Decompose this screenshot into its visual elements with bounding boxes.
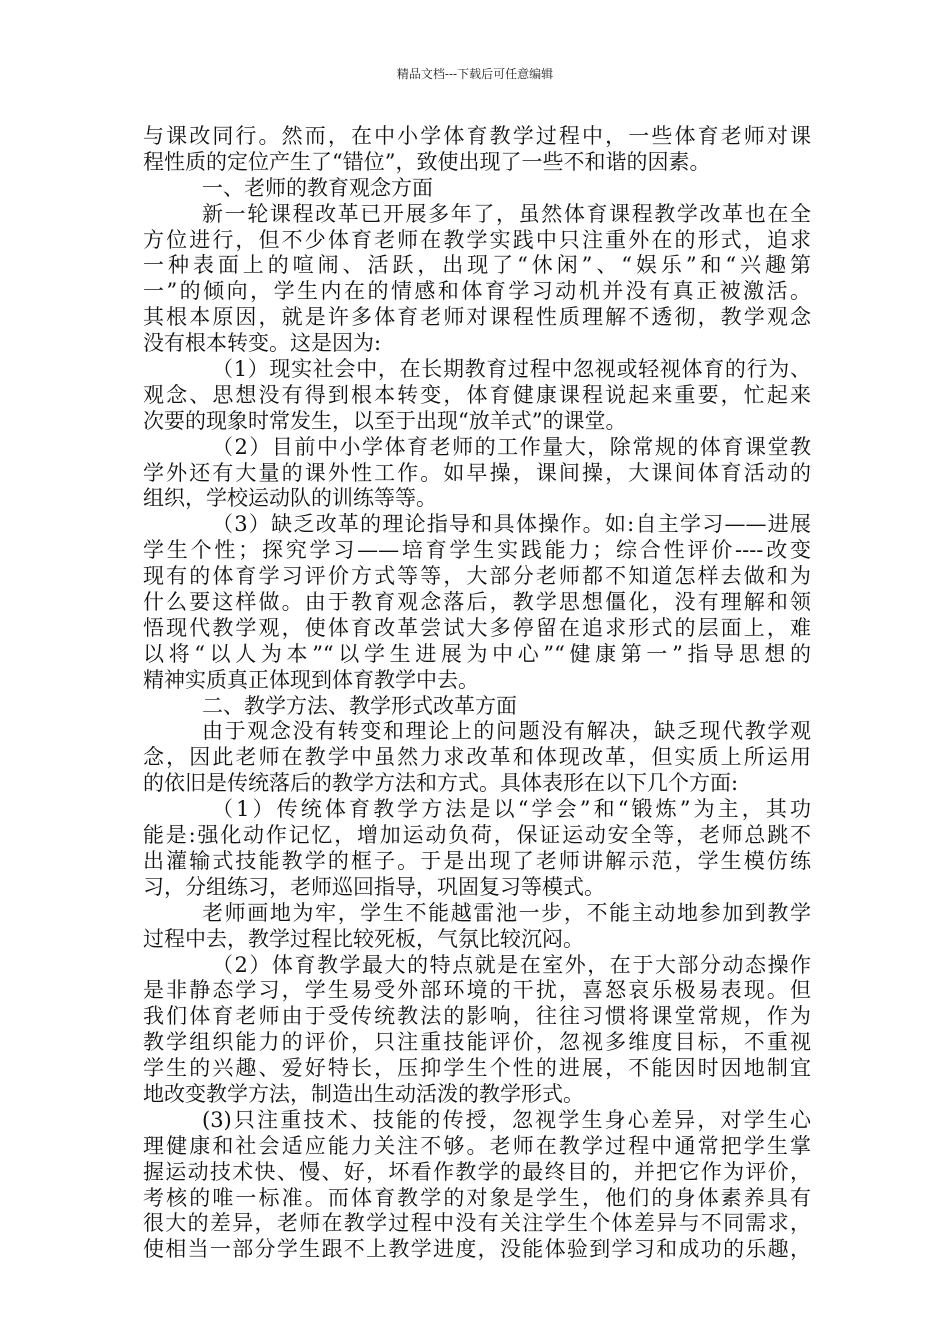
text-line: （2）目前中小学体育老师的工作量大，除常规的体育课堂教 (212, 434, 811, 459)
text-line: 的依旧是传统落后的教学方法和方式。具体表形在以下几个方面: (143, 771, 739, 796)
text-line: 学生个性；探究学习——培育学生实践能力；综合性评价----改变 (143, 538, 811, 563)
text-line: 没有根本转变。这是因为: (143, 331, 382, 356)
text-line: 我们体育老师由于受传统教法的影响，往往习惯将课堂常规，作为 (143, 1004, 811, 1029)
text-line: 由于观念没有转变和理论上的问题没有解决，缺乏现代教学观 (202, 719, 811, 744)
text-line: 现有的体育学习评价方式等等，大部分老师都不知道怎样去做和为 (143, 564, 811, 589)
document-body (143, 124, 811, 1263)
text-line: 习，分组练习，老师巡回指导，巩固复习等模式。 (143, 874, 605, 899)
text-line: 二、教学方法、教学形式改革方面 (202, 693, 517, 718)
text-line: （2）体育教学最大的特点就是在室外，在于大部分动态操作 (212, 952, 811, 977)
text-line: 地改变教学方法，制造出生动活泼的教学形式。 (143, 1081, 584, 1106)
text-line: 教学组织能力的评价，只注重技能评价，忽视多维度目标，不重视 (143, 1030, 811, 1055)
text-line: 新一轮课程改革已开展多年了，虽然体育课程教学改革也在全 (202, 201, 811, 226)
text-line: 观念、思想没有得到根本转变，体育健康课程说起来重要，忙起来 (143, 382, 811, 407)
text-line: 念，因此老师在教学中虽然力求改革和体现改革，但实质上所运用 (143, 745, 811, 770)
text-line: 什么要这样做。由于教育观念落后，教学思想僵化，没有理解和领 (143, 590, 811, 615)
text-line: （1）传统体育教学方法是以“学会”和“锻炼”为主，其功 (212, 797, 811, 822)
text-line: 与课改同行。然而，在中小学体育教学过程中，一些体育老师对课 (143, 124, 811, 148)
text-line: 以将“以人为本”“以学生进展为中心”“健康第一”指导思想的 (143, 641, 811, 666)
text-line: 理健康和社会适应能力关注不够。老师在教学过程中通常把学生掌 (143, 1133, 811, 1158)
text-line: 是非静态学习，学生易受外部环境的干扰，喜怒哀乐极易表现。但 (143, 978, 811, 1003)
text-line: 握运动技术快、慢、好，坏看作教学的最终目的，并把它作为评价， (143, 1159, 811, 1184)
text-line: 一种表面上的喧闹、活跃，出现了“休闲”、“娱乐”和“兴趣第 (143, 253, 811, 278)
text-line: 组织，学校运动队的训练等等。 (143, 486, 437, 511)
text-line: 学生的兴趣、爱好特长，压抑学生个性的进展，不能因时因地制宜 (143, 1056, 811, 1081)
text-line: 考核的唯一标准。而体育教学的对象是学生，他们的身体素养具有 (143, 1185, 811, 1210)
text-line: 一、老师的教育观念方面 (202, 175, 433, 200)
text-line: 出灌输式技能教学的框子。于是出现了老师讲解示范，学生模仿练 (143, 848, 811, 873)
text-line: 能是:强化动作记忆，增加运动负荷，保证运动安全等，老师总跳不 (143, 823, 811, 848)
text-line: (3)只注重技术、技能的传授，忽视学生身心差异，对学生心 (202, 1107, 811, 1132)
text-line: 其根本原因，就是许多体育老师对课程性质理解不透彻，教学观念 (143, 305, 811, 330)
text-line: 一”的倾向，学生内在的情感和体育学习动机并没有真正被激活。 (143, 279, 811, 304)
text-line: （3）缺乏改革的理论指导和具体操作。如:自主学习——进展 (212, 512, 811, 537)
text-line: 悟现代教学观，使体育改革尝试大多停留在追求形式的层面上，难 (143, 615, 811, 640)
text-line: 使相当一部分学生跟不上教学进度，没能体验到学习和成功的乐趣， (143, 1237, 811, 1262)
text-line: 次要的现象时常发生，以至于出现“放羊式”的课堂。 (143, 408, 627, 433)
text-line: 方位进行，但不少体育老师在教学实践中只注重外在的形式，追求 (143, 227, 811, 252)
page-header: 精品文档---下载后可任意编辑 (396, 67, 554, 81)
text-line: 程性质的定位产生了“错位”，致使出现了一些不和谐的因素。 (143, 149, 711, 174)
text-line: 老师画地为牢，学生不能越雷池一步，不能主动地参加到教学 (202, 900, 811, 925)
text-line: 精神实质真正体现到体育教学中去。 (143, 667, 479, 692)
text-line: 过程中去，教学过程比较死板，气氛比较沉闷。 (143, 926, 584, 951)
text-line: 学外还有大量的课外性工作。如早操，课间操，大课间体育活动的 (143, 460, 811, 485)
text-line: （1）现实社会中，在长期教育过程中忽视或轻视体育的行为、 (212, 357, 811, 382)
text-line: 很大的差异，老师在教学过程中没有关注学生个体差异与不同需求， (143, 1211, 811, 1236)
